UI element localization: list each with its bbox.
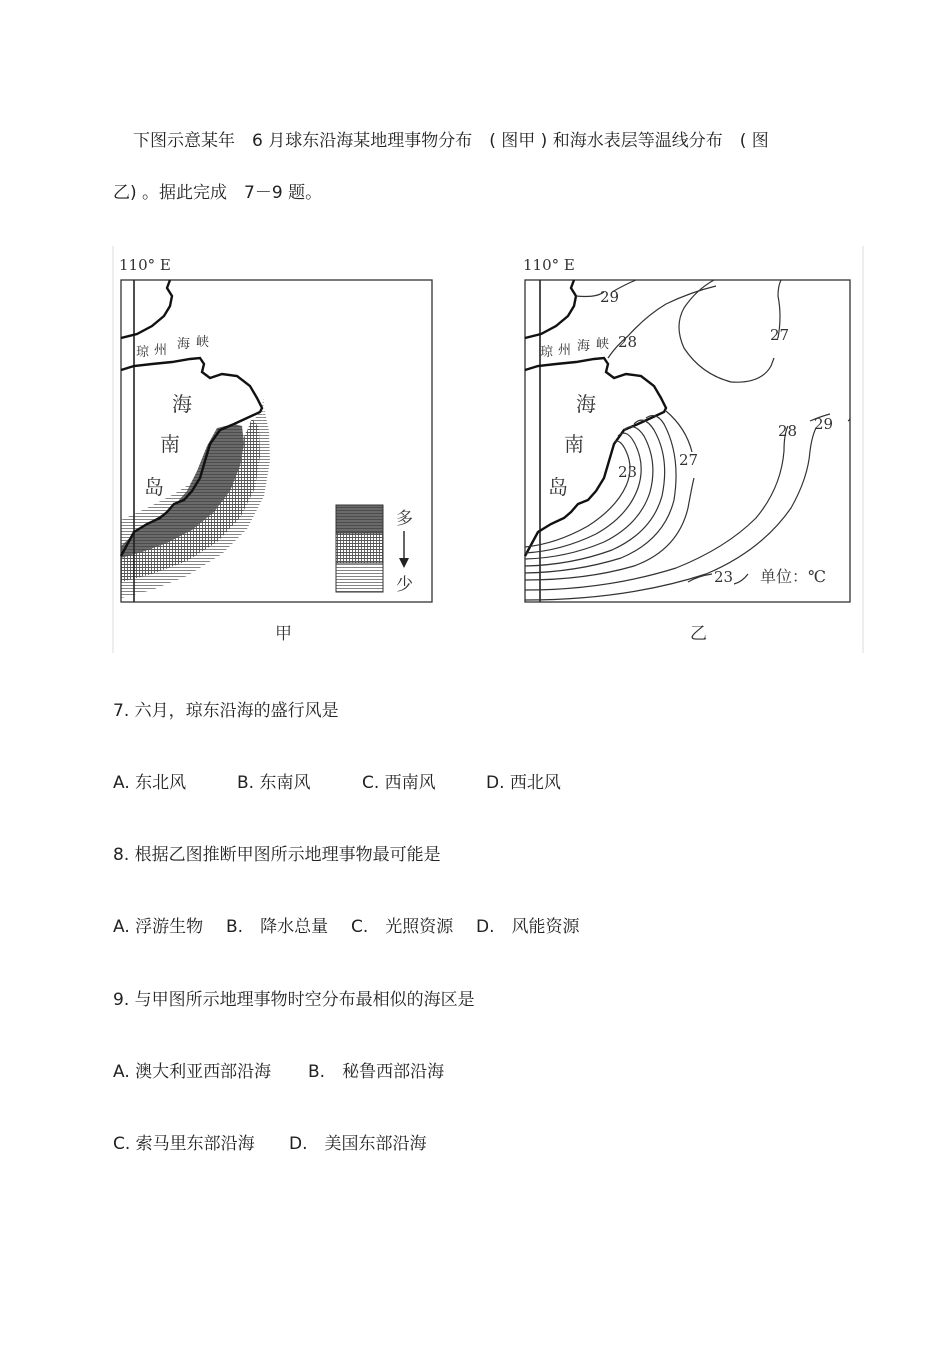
isotherm-label: 23 xyxy=(618,463,638,481)
question-9-option-d[interactable]: D. 美国东部沿海 xyxy=(289,1134,427,1154)
question-7-stem: 7. 六月，琼东沿海的盛行风是 xyxy=(113,701,339,721)
map-yi xyxy=(523,256,850,644)
caption-yi: 乙 xyxy=(690,624,707,644)
yi-island-char: 岛 xyxy=(548,475,568,499)
question-8-stem: 8. 根据乙图推断甲图所示地理事物最可能是 xyxy=(113,845,441,865)
question-7-option-a[interactable]: A. 东北风 xyxy=(113,773,187,793)
legend-unit-label: 单位：℃ xyxy=(760,567,826,586)
yi-strait-char: 海 xyxy=(577,339,591,354)
jia-strait-char: 州 xyxy=(154,343,168,358)
question-9-option-b[interactable]: B. 秘鲁西部沿海 xyxy=(308,1062,445,1082)
yi-strait-char: 州 xyxy=(558,343,572,358)
arrow-down-icon xyxy=(399,558,409,568)
question-7-option-c[interactable]: C. 西南风 xyxy=(362,773,436,793)
isotherm-label: 27 xyxy=(679,451,699,469)
intro-line-1: 下图示意某年 6 月球东沿海某地理事物分布 ( 图甲 ) 和海水表层等温线分布 ( 图 xyxy=(133,131,769,151)
yi-island-char: 南 xyxy=(564,432,584,456)
map-jia xyxy=(119,256,432,644)
figure xyxy=(112,246,864,654)
isotherm-label: 29 xyxy=(814,415,834,433)
yi-strait-char: 峡 xyxy=(596,337,610,352)
jia-island-char: 海 xyxy=(172,392,192,416)
legend-isotherm-value: 23 xyxy=(714,568,734,586)
question-9-option-a[interactable]: A. 澳大利亚西部沿海 xyxy=(113,1062,272,1082)
jia-island-char: 岛 xyxy=(144,475,164,499)
isotherm-label: 29 xyxy=(600,288,620,306)
yi-strait-char: 琼 xyxy=(540,345,554,360)
question-7-option-b[interactable]: B. 东南风 xyxy=(237,773,311,793)
jia-island-char: 南 xyxy=(160,432,180,456)
question-8-option-d[interactable]: D. 风能资源 xyxy=(476,917,580,937)
jia-strait-char: 琼 xyxy=(136,345,150,360)
yi-island-char: 海 xyxy=(576,392,596,416)
caption-jia: 甲 xyxy=(275,624,292,644)
question-8-option-c[interactable]: C. 光照资源 xyxy=(351,917,454,937)
question-9-option-c[interactable]: C. 索马里东部沿海 xyxy=(113,1134,255,1154)
question-9-stem: 9. 与甲图所示地理事物时空分布最相似的海区是 xyxy=(113,990,475,1010)
jia-strait-char: 海 xyxy=(177,337,191,352)
question-8-option-b[interactable]: B. 降水总量 xyxy=(226,917,329,937)
isotherm-label: 27 xyxy=(770,326,790,344)
yi-longitude-label: 110° E xyxy=(523,256,575,274)
jia-strait-char: 峡 xyxy=(196,335,210,350)
question-8-option-a[interactable]: A. 浮游生物 xyxy=(113,917,204,937)
isotherm-label: 28 xyxy=(618,333,638,351)
intro-line-2: 乙) 。据此完成 7－9 题。 xyxy=(113,183,323,203)
isotherm-label: 28 xyxy=(778,422,798,440)
legend-low-label: 少 xyxy=(396,575,413,595)
legend-high-label: 多 xyxy=(396,509,413,529)
jia-longitude-label: 110° E xyxy=(119,256,171,274)
jia-legend xyxy=(336,505,413,595)
question-7-option-d[interactable]: D. 西北风 xyxy=(486,773,561,793)
